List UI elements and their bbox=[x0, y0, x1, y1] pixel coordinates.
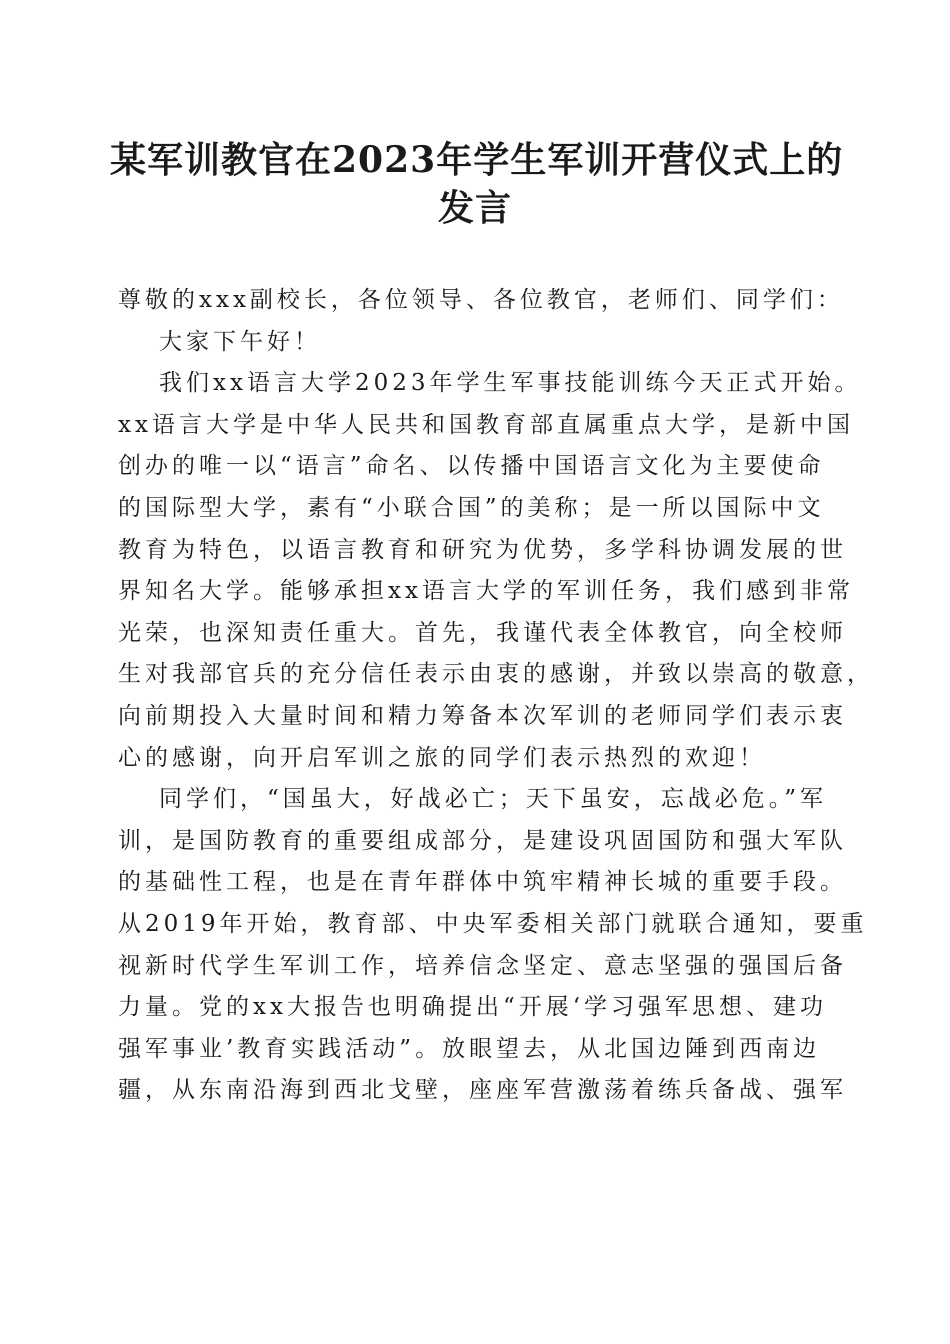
paragraph-1-line-10: 心的感谢，向开启军训之旅的同学们表示热烈的欢迎！ bbox=[118, 744, 766, 771]
paragraph-2-line-4: 从2019年开始，教育部、中央军委相关部门就联合通知，要重 bbox=[118, 910, 868, 937]
paragraph-1-line-1: 我们xx语言大学2023年学生军事技能训练今天正式开始。 bbox=[159, 370, 862, 397]
speech-body bbox=[118, 280, 874, 1112]
title-line-2: 发言 bbox=[437, 187, 512, 229]
paragraph-1-line-8: 生对我部官兵的充分信任表示由衷的感谢，并致以崇高的敬意， bbox=[118, 661, 874, 688]
paragraph-1-line-2: xx语言大学是中华人民共和国教育部直属重点大学，是新中国 bbox=[118, 411, 854, 438]
paragraph-2-line-7: 强军事业’教育实践活动”。放眼望去，从北国边陲到西南边 bbox=[118, 1035, 821, 1062]
paragraph-1-line-9: 向前期投入大量时间和精力筹备本次军训的老师同学们表示衷 bbox=[118, 702, 847, 729]
page-title bbox=[110, 136, 844, 232]
paragraph-1-line-4: 的国际型大学，素有“小联合国”的美称；是一所以国际中文 bbox=[118, 494, 825, 521]
paragraph-2-line-3: 的基础性工程，也是在青年群体中筑牢精神长城的重要手段。 bbox=[118, 869, 847, 896]
paragraph-1-line-3: 创办的唯一以“语言”命名、以传播中国语言文化为主要使命 bbox=[118, 453, 825, 480]
paragraph-2-line-5: 视新时代学生军训工作，培养信念坚定、意志坚强的强国后备 bbox=[118, 952, 847, 979]
title-line-1: 某军训教官在2023年学生军训开营仪式上的 bbox=[110, 139, 844, 181]
greeting-line: 大家下午好！ bbox=[159, 328, 321, 355]
paragraph-1-line-7: 光荣，也深知责任重大。首先，我谨代表全体教官，向全校师 bbox=[118, 619, 847, 646]
paragraph-2-line-2: 训，是国防教育的重要组成部分，是建设巩固国防和强大军队 bbox=[118, 827, 847, 854]
paragraph-2-line-8: 疆，从东南沿海到西北戈壁，座座军营激荡着练兵备战、强军 bbox=[118, 1077, 847, 1104]
paragraph-1-line-6: 界知名大学。能够承担xx语言大学的军训任务，我们感到非常 bbox=[118, 578, 854, 605]
paragraph-2-line-6: 力量。党的xx大报告也明确提出“开展‘学习强军思想、建功 bbox=[118, 994, 828, 1021]
paragraph-1-line-5: 教育为特色，以语言教育和研究为优势，多学科协调发展的世 bbox=[118, 536, 847, 563]
salutation-line: 尊敬的xxx副校长，各位领导、各位教官，老师们、同学们： bbox=[118, 287, 844, 313]
paragraph-2-line-1: 同学们，“国虽大，好战必亡；天下虽安，忘战必危。”军 bbox=[159, 786, 828, 813]
